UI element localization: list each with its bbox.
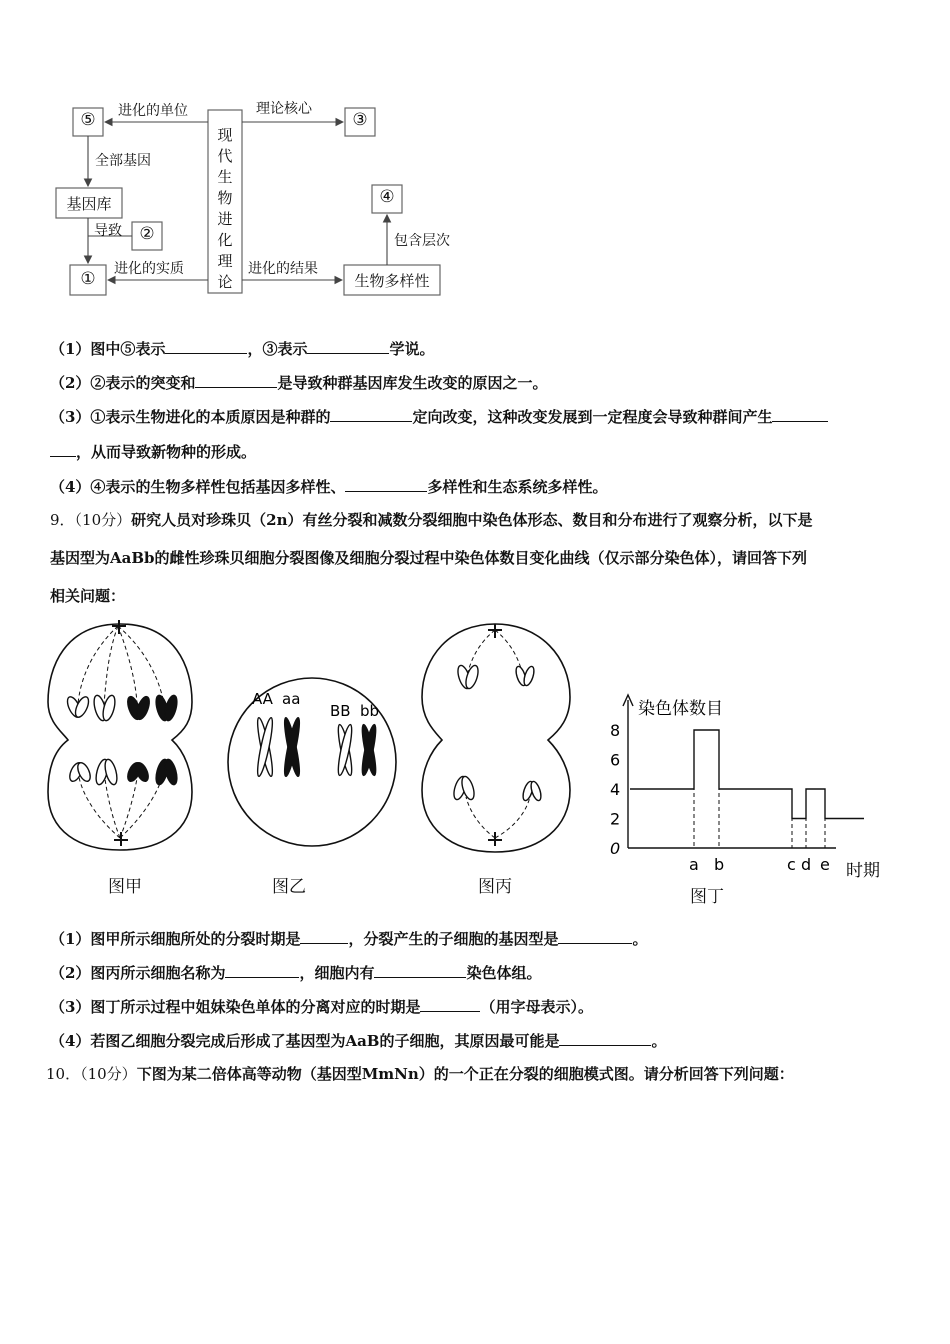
q10-text: 下图为某二倍体高等动物（基因型MmNn）的一个正在分裂的细胞模式图。请分析回答下列问题： [136,1065,794,1083]
q9-p1-text-c: 。 [632,930,648,948]
y-tick-label: 0 [610,839,621,858]
yi-label-BB: BB [330,702,351,720]
y-tick-label: 6 [610,750,621,770]
yi-chromosomes [255,717,378,777]
answer-blank[interactable] [225,961,299,978]
q8-p1-text-b: ，③表示 [247,340,308,358]
edge-leads-to: 导致 [94,223,122,239]
q8-part3 [50,405,828,427]
q8-p2-text-b: 是导致种群基因库发生改变的原因之一。 [277,374,548,392]
cell-figures [40,612,600,862]
chart-ding [596,690,916,890]
q9-stem-line2: 基因型为AaBb的雌性珍珠贝细胞分裂图像及细胞分裂过程中染色体数目变化曲线（仅示部分染色体），请回答下列 [50,549,808,567]
q9-number: 9． [50,511,75,529]
q9-p2-text-a: （2）图丙所示细胞名称为 [50,964,226,982]
chromosome-count-step-line [630,730,864,819]
node-2-label: ② [139,224,155,244]
bing-chromosomes [452,664,543,802]
q9-p2-text-c: 染色体组。 [466,964,542,982]
q10-score: （10分） [80,1065,137,1083]
y-tick-label: 4 [610,780,621,799]
edge-contains-levels: 包含层次 [394,233,450,249]
biodiversity-label: 生物多样性 [354,272,430,290]
q8-p1-text-c: 学说。 [389,340,435,358]
answer-blank[interactable] [300,927,348,944]
q10-number: 10． [46,1065,81,1083]
fig-yi-label: 图乙 [272,877,306,897]
answer-blank[interactable] [559,1029,651,1046]
center-box-label: 现代生物进化理论 [217,126,233,291]
q9-p4-text-b: 。 [651,1032,667,1050]
q8-part3-cont [50,440,256,462]
x-marker-label: e [820,855,830,874]
x-axis-title: 时期 [846,861,880,881]
yi-label-AA: AA [252,690,273,708]
q8-p4-text-a: （4）④表示的生物多样性包括基因多样性、 [50,478,346,496]
edge-evolution-result: 进化的结果 [248,261,318,277]
fig-jia-label: 图甲 [108,877,142,897]
q9-p2-text-b: ，细胞内有 [299,964,375,982]
x-markers [689,855,830,874]
q9-part4 [50,1029,667,1051]
answer-blank[interactable] [420,995,480,1012]
edge-evolution-essence: 进化的实质 [114,261,184,277]
q9-part3 [50,995,593,1017]
node-5-label: ⑤ [80,110,96,130]
q8-part2 [50,371,547,393]
q9-p4-text-a: （4）若图乙细胞分裂完成后形成了基因型为AaB的子细胞，其原因最可能是 [50,1032,560,1050]
jia-centrosomes [112,620,128,846]
q9-part1 [50,927,647,949]
q8-part4 [50,475,607,497]
bing-centrosomes [488,624,502,846]
q8-p3-text-b: 定向改变，这种改变发展到一定程度会导致种群间产生 [412,408,773,426]
concept-map [40,90,480,305]
answer-blank[interactable] [772,405,828,422]
q8-p1-text-a: （1）图中⑤表示 [50,340,166,358]
jia-spindle [78,626,164,838]
q10-stem [46,1064,794,1084]
x-marker-label: b [714,855,725,874]
q8-p2-text-a: （2）②表示的突变和 [50,374,196,392]
q9-line1: 研究人员对珍珠贝（2n）有丝分裂和减数分裂细胞中染色体形态、数目和分布进行了观察分析，以下是 [131,511,813,529]
edge-all-genes: 全部基因 [95,153,151,169]
cell-bing-outline [422,624,570,852]
answer-blank[interactable] [330,405,412,422]
y-ticks [610,721,620,858]
q9-p1-text-a: （1）图甲所示细胞所处的分裂时期是 [50,930,301,948]
y-axis-title: 染色体数目 [638,699,723,719]
q8-p3-text-c: ，从而导致新物种的形成。 [76,443,257,461]
node-3-label: ③ [352,110,368,130]
answer-blank[interactable] [50,440,76,457]
q9-p3-text-b: （用字母表示）。 [480,998,593,1016]
yi-label-aa: aa [282,690,301,708]
answer-blank[interactable] [558,927,632,944]
answer-blank[interactable] [345,475,427,492]
edge-evolution-unit: 进化的单位 [118,103,188,119]
answer-blank[interactable] [307,337,389,354]
y-tick-label: 2 [610,809,621,829]
q9-stem-line1 [50,510,813,530]
bing-spindle [466,630,530,838]
jia-chromosomes [65,694,179,786]
q9-part2 [50,961,541,983]
q9-stem-line3: 相关问题： [50,587,126,605]
edge-theory-core: 理论核心 [256,101,312,117]
q9-score: （10分） [74,511,132,529]
node-4-label: ④ [379,187,395,207]
x-marker-label: c [787,855,796,874]
x-marker-label: d [801,855,812,874]
q9-p1-text-b: ，分裂产生的子细胞的基因型是 [348,930,559,948]
fig-ding-label: 图丁 [690,887,724,907]
q9-p3-text-a: （3）图丁所示过程中姐妹染色单体的分离对应的时期是 [50,998,421,1016]
x-marker-label: a [689,855,699,874]
q8-part1 [50,337,434,359]
q8-p4-text-b: 多样性和生态系统多样性。 [427,478,608,496]
answer-blank[interactable] [195,371,277,388]
answer-blank[interactable] [165,337,247,354]
fig-bing-label: 图丙 [478,877,512,897]
y-tick-label: 8 [610,721,621,740]
yi-label-bb: bb [360,702,380,720]
q8-p3-text-a: （3）①表示生物进化的本质原因是种群的 [50,408,331,426]
answer-blank[interactable] [374,961,466,978]
gene-pool-label: 基因库 [66,195,112,213]
cell-jia-outline [48,624,192,850]
node-1-label: ① [80,269,96,289]
